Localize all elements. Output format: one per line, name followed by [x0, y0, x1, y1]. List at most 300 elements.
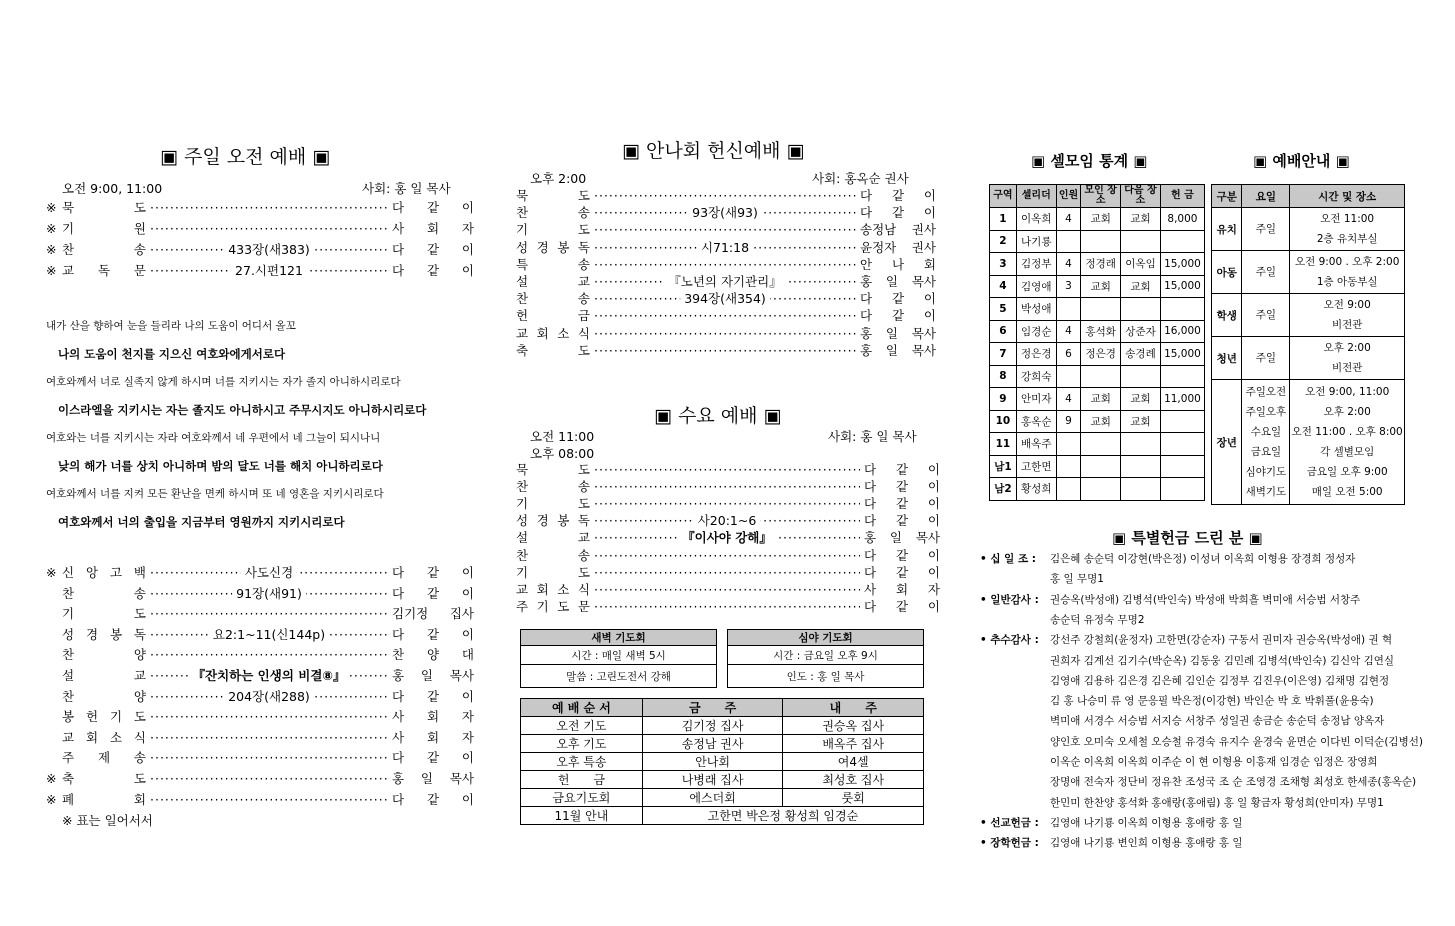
order-table-cell: 룻회 [783, 789, 924, 807]
offering-names: 김영애 나기룡 이옥희 이형용 홍애랑 홍 일 [1050, 816, 1243, 829]
order-label-part: 교 [577, 274, 590, 289]
order-row [46, 645, 474, 665]
cell-value: 교회 [1081, 208, 1121, 231]
worship-day-line: 주일 [1255, 223, 1277, 235]
worship-time-line: 오전 9:00 . 오후 2:00 [1294, 256, 1400, 268]
order-label [516, 597, 590, 617]
order-person-part: 이 [927, 564, 940, 580]
worship-time-line: 오전 11:00 [1320, 213, 1375, 225]
cell-value: 9 [1056, 410, 1081, 433]
leader-line: 여호와는 너를 지키시는 자라 여호와께서 네 우편에서 네 그늘이 되시나니 [46, 432, 381, 444]
order-label-part: 교 [62, 729, 75, 745]
order-table-row [521, 753, 924, 771]
worship-day-line: 주일 [1255, 266, 1277, 278]
order-person-part: 이 [923, 291, 936, 307]
cell-value: 4 [1056, 320, 1081, 343]
order-person-part: 회 [426, 729, 440, 745]
order-label-part: 설 [516, 530, 529, 546]
leader-dots [150, 563, 388, 583]
order-person-part: 집사 [449, 606, 474, 622]
order-person [392, 666, 474, 686]
order-person-part: 다 [864, 564, 877, 580]
worship-time [1290, 208, 1405, 251]
order-label-part: 독 [133, 626, 146, 642]
cell-value [1081, 298, 1121, 321]
order-label-part: 원 [133, 221, 146, 236]
cell-value: 박성애 [1016, 298, 1056, 321]
order-label-part: 독 [97, 263, 111, 278]
cell-head-3: 모인 장소 [1081, 185, 1121, 208]
order-person-part: 홍 [860, 342, 873, 358]
worship-day [1242, 337, 1290, 380]
order-person-part: 이 [461, 688, 474, 704]
order-label [62, 261, 146, 281]
worship-time-line: 오전 11:00 . 오후 8:00 [1291, 426, 1403, 438]
cell-value: 교회 [1081, 388, 1121, 411]
cell-value [1081, 365, 1121, 388]
stand-mark: ※ [46, 221, 57, 236]
leader-dots [150, 198, 388, 218]
order-detail: ····· 91장(새91) [232, 584, 306, 604]
order-table-cell: 여4셀 [783, 753, 924, 771]
worship-row [1212, 251, 1405, 294]
cell-stats-table [989, 184, 1205, 501]
order-person-part: 같 [426, 791, 440, 807]
worship-kind: 유치 [1212, 208, 1242, 251]
offering-names: 김 홍 나승미 류 영 문응필 박은정(이강현) 박인순 박 호 박휘풀(윤용숙) [1050, 695, 1374, 708]
order-person-part: 대 [461, 647, 474, 663]
cell-row [990, 208, 1205, 231]
cell-head-2: 인원 [1056, 185, 1081, 208]
order-person [392, 728, 474, 748]
order-person-part: 같 [426, 688, 440, 704]
order-person-part: 일 [885, 342, 898, 358]
order-label-part: 문 [577, 598, 590, 614]
order-label-part: 기 [536, 598, 549, 614]
leader-line: 여호와께서 너로 실족지 않게 하시며 너를 지키시는 자가 졸지 아니하시리로다 [46, 376, 401, 388]
order-label [62, 769, 146, 789]
order-label-part: 축 [516, 342, 529, 358]
order-label-part: 회 [536, 325, 549, 341]
cell-value: 이옥임 [1121, 253, 1161, 276]
order-person [864, 597, 940, 617]
worship-day [1242, 294, 1290, 337]
order-label-part: 경 [536, 239, 549, 255]
worship-day-line: 심야기도 [1245, 466, 1287, 478]
order-person [392, 687, 474, 707]
cell-stats-title: ▣ 셀모임 통계 ▣ [1031, 152, 1148, 170]
anna-leader: 사회: 홍옥순 권사 [812, 171, 909, 186]
worship-row [1212, 380, 1405, 505]
offering-names: 강선주 강철희(윤정자) 고한면(강순자) 구동서 권미자 권승옥(박성애) 권 혁 [1050, 634, 1393, 647]
cell-value [1160, 455, 1204, 478]
order-row [46, 625, 474, 645]
standing-note: ※ 표는 일어서서 [62, 813, 153, 828]
order-person-part: 사 [392, 221, 405, 236]
order-person-part: 사 [392, 729, 405, 745]
dawn-title: 새벽 기도회 [521, 630, 717, 646]
worship-day-line: 수요일 [1250, 426, 1282, 438]
order-person-part: 일 [889, 530, 902, 546]
wednesday-time-1: 오전 11:00 [530, 429, 595, 444]
stand-mark: ※ [46, 771, 57, 786]
order-label [62, 748, 146, 768]
order-person-part: 이 [927, 513, 940, 529]
cell-value [1160, 230, 1204, 253]
order-person-part: 다 [392, 750, 405, 766]
order-person-part: 찬 [392, 647, 405, 663]
offering-names: 벽미애 서경수 서승범 서지승 서창주 성일권 송금순 송순덕 송정남 양옥자 [1050, 715, 1385, 728]
offering-names: 김영애 나기룡 변인희 이형용 홍애랑 홍 일 [1050, 837, 1243, 850]
order-row [516, 341, 936, 361]
order-person [392, 198, 474, 218]
wednesday-leader: 사회: 홍 일 목사 [828, 429, 917, 444]
order-person-part: 나 [891, 256, 905, 272]
cell-value: 김영애 [1016, 275, 1056, 298]
worship-time-line: 1층 아동부실 [1316, 276, 1378, 288]
order-person-part: 다 [392, 242, 405, 257]
order-row [516, 597, 940, 617]
stand-mark: ※ [46, 565, 57, 580]
order-row [46, 769, 474, 789]
order-person-part: 권사 [911, 222, 936, 238]
order-person-part: 이 [461, 200, 474, 215]
worship-info-title: ▣ 예배안내 ▣ [1253, 152, 1350, 170]
cell-value: 15,000 [1160, 275, 1204, 298]
order-person [392, 604, 474, 624]
leader-dots [150, 790, 388, 810]
leader-dots [150, 645, 388, 665]
cell-row [990, 478, 1205, 501]
order-table-row [521, 735, 924, 753]
order-label-part: 도 [133, 200, 146, 215]
order-label-part: 찬 [516, 205, 529, 221]
order-detail: ····· 433장(새383) [224, 240, 314, 260]
order-label-part: 찬 [516, 291, 529, 307]
order-person-part: 이 [927, 462, 940, 477]
worship-time-line: 오전 9:00, 11:00 [1305, 386, 1390, 398]
sunday-time: 오전 9:00, 11:00 [62, 181, 163, 196]
order-person [392, 645, 474, 665]
cell-value [1056, 230, 1081, 253]
cell-row [990, 320, 1205, 343]
order-head-1: 예 배 순 서 [521, 699, 643, 717]
cell-value: 4 [1056, 208, 1081, 231]
order-label-part: 축 [62, 771, 75, 786]
service-order-table [520, 698, 924, 825]
order-label-part: 성 [516, 513, 529, 529]
leader-dots [150, 240, 388, 260]
order-label-part: 송 [133, 750, 146, 766]
cell-value: 교회 [1081, 275, 1121, 298]
order-label-part: 소 [557, 581, 570, 597]
order-label-part: 묵 [62, 200, 75, 215]
order-label-part: 양 [133, 688, 146, 704]
order-person [392, 261, 474, 281]
order-person-part: 홍 [392, 668, 405, 683]
order-label-part: 도 [133, 606, 146, 622]
cell-value [1121, 365, 1161, 388]
cell-value: 6 [1056, 343, 1081, 366]
worship-day-line: 주일 [1255, 309, 1277, 321]
order-person [392, 790, 474, 810]
order-person-part: 이 [461, 242, 474, 257]
order-table-cell: 오전 기도 [521, 717, 643, 735]
cell-value: 황성희 [1016, 478, 1056, 501]
order-label-part: 식 [577, 581, 590, 597]
offering-names: 송순덕 유정숙 무명2 [1050, 613, 1145, 626]
cell-value [1081, 230, 1121, 253]
cell-value: 3 [990, 253, 1017, 276]
order-person-part: 회 [426, 709, 440, 725]
order-label-part: 도 [577, 462, 590, 477]
order-label [62, 728, 146, 748]
cell-row [990, 253, 1205, 276]
order-label [62, 645, 146, 665]
worship-day [1242, 251, 1290, 294]
order-label [62, 666, 146, 686]
order-label-part: 헌 [516, 308, 529, 324]
order-label-part: 교 [62, 263, 75, 278]
order-label-part: 고 [109, 565, 123, 580]
order-person-part: 양 [426, 647, 440, 663]
cell-value: 정은경 [1081, 343, 1121, 366]
order-person [392, 240, 474, 260]
order-label-part: 도 [557, 598, 570, 614]
order-label [62, 198, 146, 218]
order-person-part: 같 [426, 626, 440, 642]
order-person-part: 목사 [911, 274, 936, 289]
cell-value: 이옥희 [1016, 208, 1056, 231]
offering-kind: • 장학헌금 : [980, 837, 1039, 850]
order-label-part: 도 [577, 188, 590, 203]
order-person-part: 이 [923, 205, 936, 221]
cell-value: 임경순 [1016, 320, 1056, 343]
order-person-part: 같 [426, 263, 440, 278]
order-person-part: 같 [891, 188, 905, 203]
cell-value: 3 [1056, 275, 1081, 298]
order-person-part: 같 [895, 496, 909, 512]
leader-dots [150, 666, 388, 686]
worship-time-line: 2층 유치부실 [1316, 233, 1378, 245]
order-label-part: 폐 [62, 791, 75, 807]
cell-row [990, 298, 1205, 321]
cell-value: 김정부 [1016, 253, 1056, 276]
november-value: 고한면 박은정 황성희 임경순 [642, 807, 923, 825]
order-label [62, 240, 146, 260]
order-label-part: 송 [577, 479, 590, 495]
cell-value: 11,000 [1160, 388, 1204, 411]
order-table-cell: 권승옥 집사 [783, 717, 924, 735]
cell-value [1121, 298, 1161, 321]
order-label-part: 찬 [62, 242, 75, 257]
order-person-part: 목사 [449, 668, 474, 683]
leader-dots [150, 261, 388, 281]
order-label-part: 회 [133, 791, 146, 807]
cell-value: 상준자 [1121, 320, 1161, 343]
congregation-line: 여호와께서 너의 출입을 지금부터 영원까지 지키시리로다 [58, 515, 345, 529]
order-label-part: 기 [62, 221, 75, 236]
order-label-part: 독 [577, 513, 590, 529]
cell-row [990, 388, 1205, 411]
order-label-part: 경 [85, 626, 99, 642]
cell-value: 4 [1056, 253, 1081, 276]
cell-value [1081, 455, 1121, 478]
worship-row [1212, 337, 1405, 380]
order-label-part: 소 [557, 325, 570, 341]
worship-time-line: 매일 오전 5:00 [1311, 486, 1383, 498]
leader-line: 여호와께서 너를 지켜 모든 환난을 면케 하시며 또 네 영혼을 지키시리로다 [46, 488, 384, 500]
order-person-part: 이 [927, 496, 940, 512]
congregation-line: 이스라엘을 지키시는 자는 졸지도 아니하시고 주무시지도 아니하시리로다 [58, 403, 427, 417]
worship-day-line: 새벽기도 [1245, 486, 1287, 498]
cell-head-1: 셀리더 [1016, 185, 1056, 208]
cell-value [1056, 298, 1081, 321]
order-row [46, 240, 474, 260]
cell-head-4: 다음 장소 [1121, 185, 1161, 208]
order-label-part: 도 [577, 564, 590, 580]
offering-names: 김영애 김용하 김은경 김은혜 김인순 김정부 김진우(이은영) 김채명 김현정 [1050, 674, 1390, 687]
order-label-part: 성 [516, 239, 529, 255]
leader-line: 내가 산을 향하여 눈을 들리라 나의 도움이 어디서 올꼬 [46, 320, 296, 332]
cell-value: 정경래 [1081, 253, 1121, 276]
cell-value [1081, 433, 1121, 456]
offering-kind: • 선교헌금 : [980, 816, 1039, 829]
cell-value: 교회 [1081, 410, 1121, 433]
order-label-part: 찬 [62, 688, 75, 704]
order-person-part: 같 [895, 564, 909, 580]
order-person-part: 목사 [911, 325, 936, 341]
order-table-row [521, 771, 924, 789]
order-row [46, 728, 474, 748]
order-person-part: 같 [895, 462, 909, 477]
order-person-part: 자 [461, 221, 474, 236]
order-row [46, 219, 474, 239]
order-person-part: 다 [392, 585, 405, 601]
order-person [392, 219, 474, 239]
order-row [46, 687, 474, 707]
order-detail: ····· 204장(새288) [224, 687, 314, 707]
order-row [46, 666, 474, 686]
worship-kind: 학생 [1212, 294, 1242, 337]
cell-value: 5 [990, 298, 1017, 321]
november-label: 11월 안내 [521, 807, 643, 825]
offering-names: 한민미 한찬양 홍석화 홍애랑(홍애림) 홍 일 황금자 황성희(안미자) 무명1 [1050, 796, 1384, 809]
order-label-part: 교 [516, 325, 529, 341]
order-person-part: 다 [392, 688, 405, 704]
order-row [46, 790, 474, 810]
congregation-line: 낮의 해가 너를 상치 아니하며 밤의 달도 너를 해치 아니하리로다 [58, 459, 383, 473]
worship-time-line: 오후 2:00 [1323, 342, 1371, 354]
order-person-part: 같 [426, 565, 440, 580]
cell-value [1160, 410, 1204, 433]
order-person-part: 일 [885, 325, 898, 341]
order-label-part: 설 [62, 668, 75, 683]
order-person-part: 다 [392, 200, 405, 215]
order-person-part: 목사 [449, 771, 474, 786]
order-person-part: 이 [461, 791, 474, 807]
order-label [62, 563, 146, 583]
order-label-part: 묵 [516, 188, 529, 203]
order-person-part: 다 [860, 291, 873, 307]
leader-dots [150, 687, 388, 707]
dawn-time: 시간 : 매일 새벽 5시 [521, 646, 717, 665]
night-title: 심야 기도회 [728, 630, 924, 646]
order-label-part: 찬 [62, 647, 75, 663]
worship-head-1: 요일 [1242, 185, 1290, 208]
offering-names: 김은혜 송순덕 이강현(박은정) 이성녀 이옥희 이형용 장경희 정성자 [1050, 553, 1356, 565]
offering-names: 이옥순 이옥희 이옥희 이주순 이 현 이형용 이흥재 임경순 임정은 장영희 [1050, 756, 1378, 768]
order-detail: ····· 93장(새93) [688, 203, 762, 223]
order-person-part: 목사 [915, 530, 940, 546]
anna-time: 오후 2:00 [530, 171, 587, 186]
order-person-part: 같 [426, 200, 440, 215]
order-person-part: 회 [923, 256, 936, 272]
offering-kind: • 일반감사 : [980, 593, 1039, 606]
cell-value [1121, 478, 1161, 501]
leader-dots [150, 219, 388, 239]
stand-mark: ※ [46, 263, 57, 278]
order-label-part: 소 [109, 729, 123, 745]
order-person-part: 홍 [860, 274, 873, 289]
order-table-cell: 안나회 [642, 753, 783, 771]
cell-value: 11 [990, 433, 1017, 456]
order-label-part: 주 [516, 598, 529, 614]
cell-value: 8 [990, 365, 1017, 388]
order-person-part: 같 [891, 308, 905, 324]
cell-row [990, 343, 1205, 366]
order-person-part: 같 [895, 513, 909, 529]
cell-value: 6 [990, 320, 1017, 343]
leader-dots [594, 341, 856, 361]
order-label-part: 송 [577, 256, 590, 272]
order-person-part: 같 [891, 291, 905, 307]
stand-mark: ※ [46, 242, 57, 257]
offering-names: 양인호 오미숙 오세철 오승철 유경숙 유지수 윤경숙 윤면순 이다빈 이덕순(김병선) [1050, 735, 1423, 748]
order-table-row [521, 789, 924, 807]
order-person-part: 같 [895, 547, 909, 563]
worship-kind: 장년 [1212, 380, 1242, 505]
order-person-part: 같 [895, 479, 909, 495]
order-label-part: 헌 [85, 709, 99, 725]
order-person-part: 홍 [392, 771, 405, 786]
offering-names: 권승옥(박성애) 김병석(박인숙) 박성애 박희흘 벽미애 서승범 서창주 [1050, 593, 1361, 606]
leader-dots [150, 625, 388, 645]
order-person-part: 이 [923, 188, 936, 203]
order-person-part: 자 [461, 729, 474, 745]
cell-value: 홍옥순 [1016, 410, 1056, 433]
leader-dots [150, 584, 388, 604]
order-label-part: 봉 [557, 239, 570, 255]
order-label-part: 회 [536, 581, 549, 597]
order-person-part: 목사 [911, 342, 936, 358]
order-person [392, 707, 474, 727]
order-person [392, 625, 474, 645]
order-row [46, 748, 474, 768]
order-person-part: 이 [461, 626, 474, 642]
order-label-part: 기 [516, 496, 529, 512]
order-label-part: 봉 [557, 513, 570, 529]
order-table-cell: 오후 기도 [521, 735, 643, 753]
cell-value: 2 [990, 230, 1017, 253]
offering-kind: • 추수감사 : [980, 634, 1039, 647]
order-table-row [521, 717, 924, 735]
cell-value: 남2 [990, 478, 1017, 501]
worship-head-0: 구분 [1212, 185, 1242, 208]
order-table-cell: 송정남 권사 [642, 735, 783, 753]
order-table-cell: 최성호 집사 [783, 771, 924, 789]
order-label-part: 성 [62, 626, 75, 642]
